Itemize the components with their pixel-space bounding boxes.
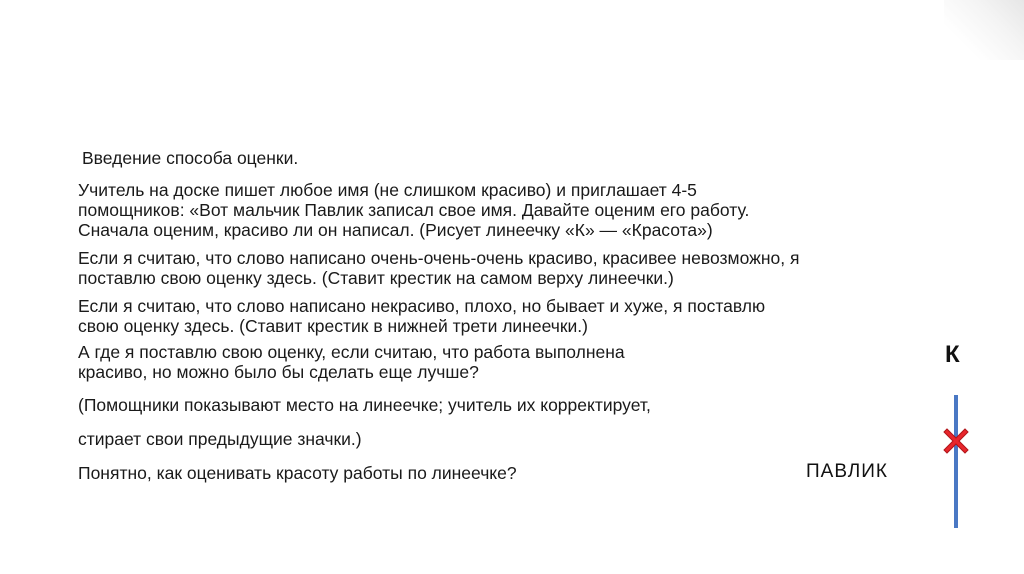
paragraph-helpers: (Помощники показывают место на линеечке; учитель их корректирует, bbox=[78, 395, 651, 415]
paragraph-question: А где я поставлю свою оценку, если считаю, что работа выполнена красиво, но можно было бы сделать еще лучше? bbox=[78, 342, 625, 382]
paragraph-bottom-mark: Если я считаю, что слово написано некрасиво, плохо, но бывает и хуже, я поставлю свою оценку здесь. (Ставит крестик в нижней трети линеечки.) bbox=[78, 296, 766, 336]
written-name: ПАВЛИК bbox=[806, 461, 888, 482]
scale-ruler-line bbox=[954, 395, 958, 528]
cross-mark-icon bbox=[943, 428, 969, 454]
paragraph-closing-question: Понятно, как оценивать красоту работы по линеечке? bbox=[78, 463, 517, 483]
paragraph-intro: Введение способа оценки. bbox=[82, 148, 299, 168]
corner-decoration bbox=[944, 0, 1024, 60]
slide-body bbox=[78, 148, 978, 483]
paragraph-erase: стирает свои предыдущие значки.) bbox=[78, 429, 362, 449]
paragraph-top-mark: Если я считаю, что слово написано очень-очень-очень красиво, красивее невозможно, я поставлю свою оценку здесь. (Ставит крестик на самом верху линеечки.) bbox=[78, 248, 800, 288]
scale-label: К bbox=[945, 341, 960, 368]
paragraph-teacher-writes: Учитель на доске пишет любое имя (не слишком красиво) и приглашает 4-5 помощников: «Вот мальчик Павлик записал свое имя. Давайте оценим его работу. Сначала оценим, красиво ли он написал. (Рисует линеечку «К» — «Красота») bbox=[78, 180, 750, 240]
